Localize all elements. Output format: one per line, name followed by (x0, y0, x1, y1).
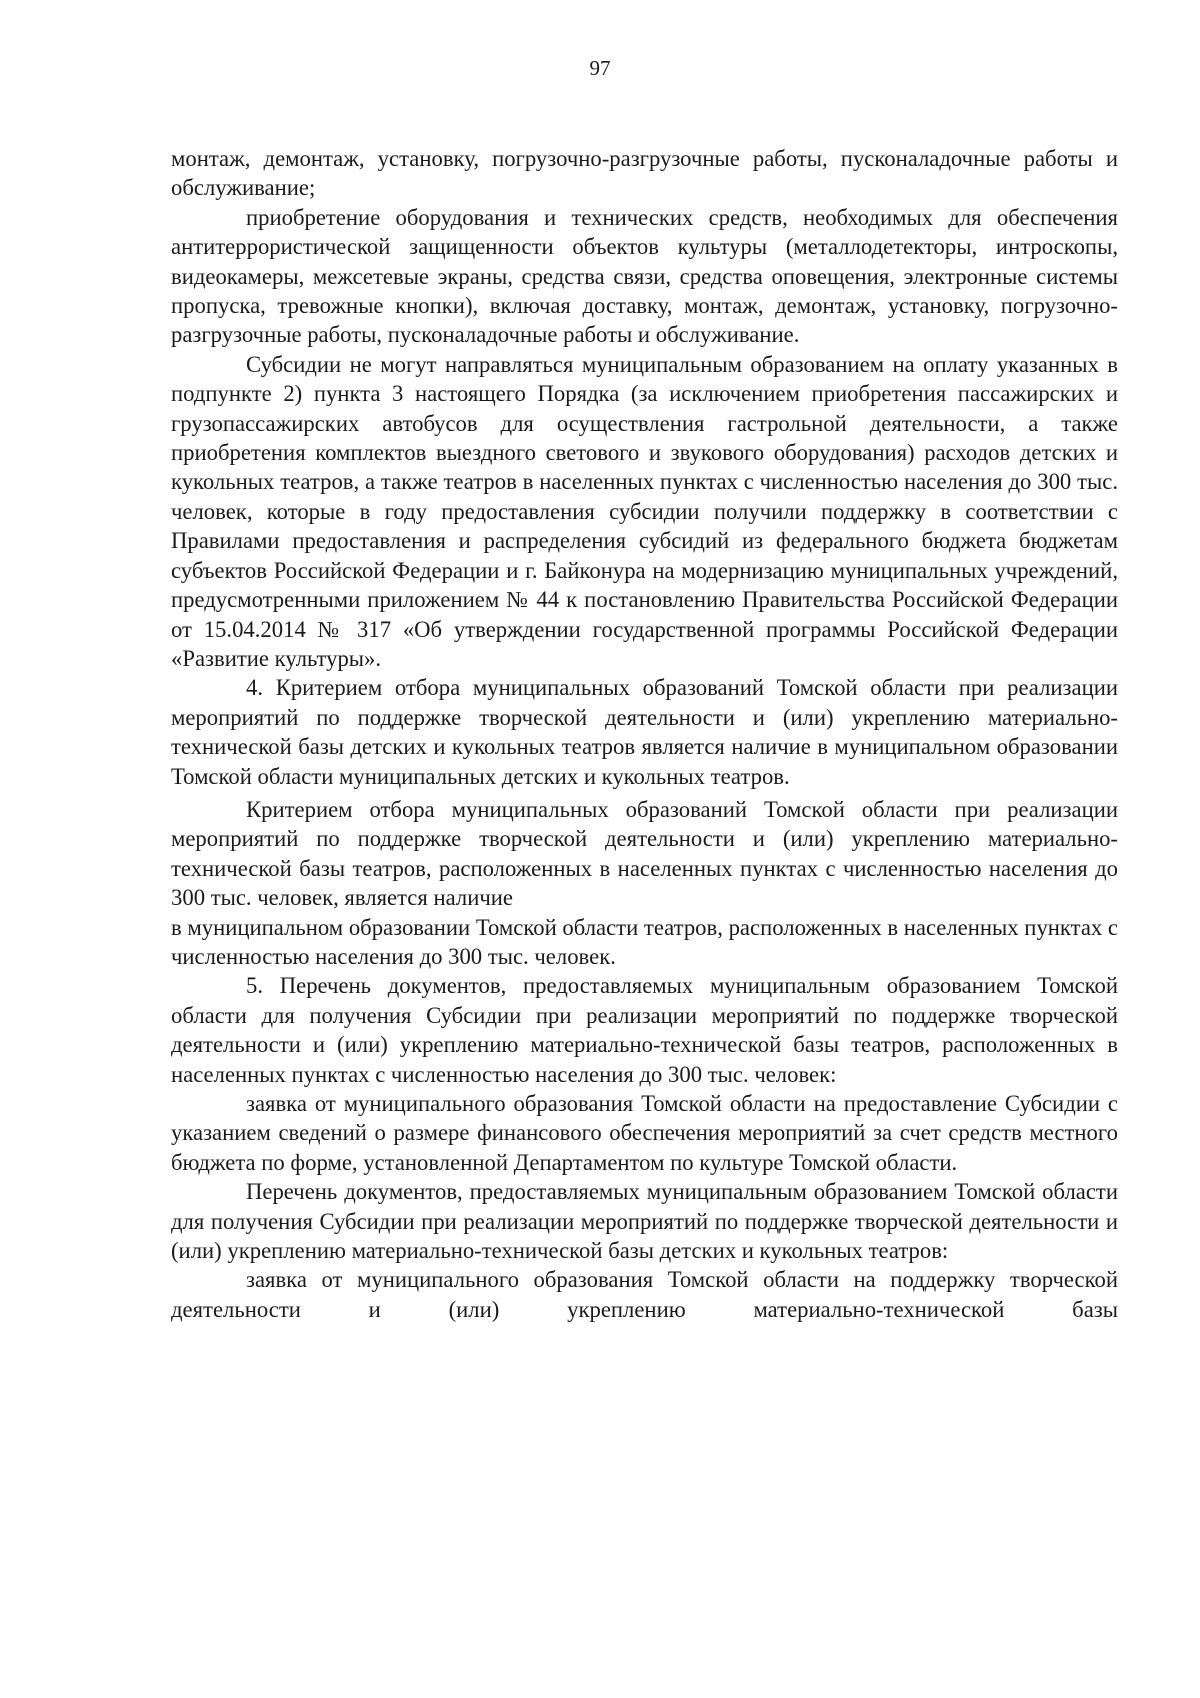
paragraph-5: Критерием отбора муниципальных образований Томской области при реализации мероприятий по поддержке творческой деятельности и (или) укреплению материально-технической базы театров, расположенных в населенных пунктах с численностью населения до 300 тыс. человек, является наличие (171, 796, 1118, 911)
document-body (171, 144, 1118, 1324)
paragraph-4: 4. Критерием отбора муниципальных образований Томской области при реализации мероприятий по поддержке творческой деятельности и (или) укреплению материально-технической базы детских и кукольных театров является наличие в муниципальном образовании Томской области муниципальных детских и кукольных театров. (171, 675, 1118, 789)
paragraph-6: в муниципальном образовании Томской области театров, расположенных в населенных пунктах с численностью населения до 300 тыс. человек. (171, 914, 1118, 969)
paragraph-9: Перечень документов, предоставляемых муниципальным образованием Томской области для получения Субсидии при реализации мероприятий по поддержке творческой деятельности и (или) укреплению материально-технической базы детских и кукольных театров: (171, 1179, 1118, 1264)
paragraph-8: заявка от муниципального образования Томской области на предоставление Субсидии с указанием сведений о размере финансового обеспечения мероприятий за счет средств местного бюджета по форме, установленной Департаментом по культуре Томской области. (171, 1091, 1118, 1175)
paragraph-3: Субсидии не могут направляться муниципальным образованием на оплату указанных в подпункте 2) пункта 3 настоящего Порядка (за исключением приобретения пассажирских и грузопассажирских автобусов для осуществления гастрольной деятельности, а также приобретения комплектов выездного светового и звукового оборудования) расходов детских и кукольных театров, а также театров в населенных пунктах с численностью населения до 300 тыс. человек, которые в году предоставления субсидии получили поддержку в соответствии с Правилами предоставления и распределения субсидий из федерального бюджета бюджетам субъектов Российской Федерации и г. Байконура на модернизацию муниципальных учреждений, предусмотренными приложением № 44 к постановлению Правительства Российской Федерации от 15.04.2014 № 317 «Об утверждении государственной программы Российской Федерации «Развитие культуры». (171, 351, 1118, 671)
page-number: 97 (589, 56, 611, 80)
paragraph-10: заявка от муниципального образования Томской области на поддержку творческой деятельности и (или) укреплению материально-технической базы (171, 1267, 1118, 1322)
paragraph-1: монтаж, демонтаж, установку, погрузочно-разгрузочные работы, пусконаладочные работы и обслуживание; (171, 146, 1118, 201)
paragraph-2: приобретение оборудования и технических средств, необходимых для обеспечения антитеррористической защищенности объектов культуры (металлодетекторы, интроскопы, видеокамеры, межсетевые экраны, средства связи, средства оповещения, электронные системы пропуска, тревожные кнопки), включая доставку, монтаж, демонтаж, установку, погрузочно-разгрузочные работы, пусконаладочные работы и обслуживание. (171, 204, 1118, 348)
paragraph-7: 5. Перечень документов, предоставляемых муниципальным образованием Томской области для получения Субсидии при реализации мероприятий по поддержке творческой деятельности и (или) укреплению материально-технической базы театров, расположенных в населенных пунктах с численностью населения до 300 тыс. человек: (171, 973, 1118, 1087)
